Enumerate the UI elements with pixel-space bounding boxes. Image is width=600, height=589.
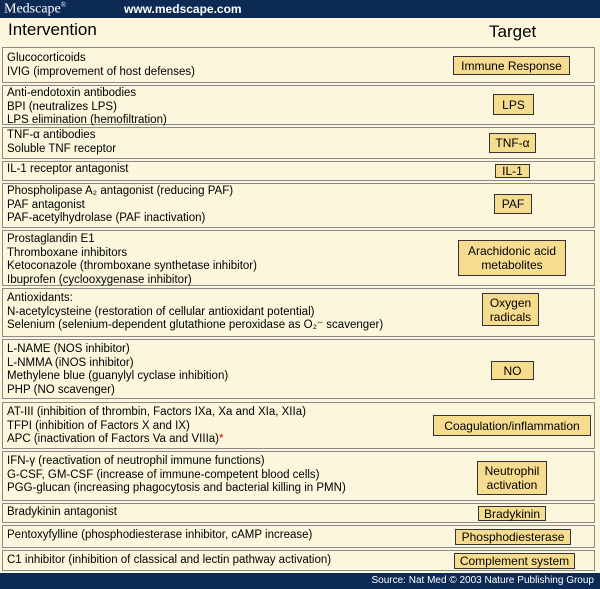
intervention-item: AT-III (inhibition of thrombin, Factors IXa, Xa and XIa, XIIa) (7, 406, 306, 418)
intervention-item: Prostaglandin E1 (7, 233, 95, 245)
table-row-complement (2, 550, 595, 571)
intervention-item: IVIG (improvement of host defenses) (7, 65, 195, 78)
target-badge: LPS (493, 94, 534, 115)
footer-bar (0, 573, 600, 589)
target-badge: Complement system (454, 553, 575, 569)
intervention-item: PAF-acetylhydrolase (PAF inactivation) (7, 212, 206, 224)
intervention-item: N-acetylcysteine (restoration of cellular antioxidant potential) (7, 305, 315, 318)
site-url-link[interactable]: www.medscape.com (124, 2, 242, 16)
intervention-item: Antioxidants: (7, 292, 73, 304)
intervention-item: Selenium (selenium-dependent glutathione peroxidase as O₂⁻ scavenger) (7, 319, 384, 331)
intervention-item: Ketoconazole (thromboxane synthetase inhibitor) (7, 260, 257, 272)
table-row-il1 (2, 161, 595, 181)
top-bar (0, 0, 600, 18)
intervention-item: C1 inhibitor (inhibition of classical and lectin pathway activation) (7, 554, 332, 566)
intervention-item: L-NAME (NOS inhibitor) (7, 343, 130, 355)
intervention-item: G-CSF, GM-CSF (increase of immune-competent blood cells) (7, 468, 320, 481)
target-badge: Arachidonic acid metabolites (458, 240, 566, 276)
target-badge: Oxygen radicals (482, 293, 539, 326)
table-row-bradykinin (2, 503, 595, 523)
intervention-item: Anti-endotoxin antibodies (7, 87, 137, 99)
intervention-item: APC (inactivation of Factors Va and VIIIa)* (7, 433, 224, 445)
intervention-item: LPS elimination (hemofiltration) (7, 114, 167, 126)
intervention-item: Ibuprofen (cyclooxygenase inhibitor) (7, 273, 192, 286)
target-badge: Immune Response (453, 56, 570, 75)
intervention-item: IL-1 receptor antagonist (7, 163, 129, 175)
table-row-no (2, 339, 595, 399)
intervention-item: Pentoxyfylline (phosphodiesterase inhibitor, cAMP increase) (7, 529, 313, 541)
target-badge: TNF-α (489, 133, 536, 153)
logo-text: Medscape (4, 1, 61, 17)
table-row-oxygen (2, 288, 595, 337)
intervention-item: Glucocorticoids (7, 52, 86, 64)
intervention-item: PGG-glucan (increasing phagocytosis and bacterial killing in PMN) (7, 482, 346, 494)
footnote-star: * (219, 433, 224, 445)
table-row-tnf (2, 127, 595, 159)
table-row-coagulation (2, 402, 595, 449)
source-credit: Source: Nat Med © 2003 Nature Publishing Group (371, 575, 594, 586)
intervention-item: Soluble TNF receptor (7, 142, 117, 155)
target-badge: Coagulation/inflammation (433, 415, 591, 436)
table-row-lps (2, 85, 595, 125)
intervention-item: Phospholipase A₂ antagonist (reducing PAF) (7, 185, 234, 197)
intervention-item: TFPI (inhibition of Factors X and IX) (7, 419, 190, 432)
intervention-item: IFN-γ (reactivation of neutrophil immune functions) (7, 455, 265, 467)
target-badge: PAF (494, 194, 532, 214)
intervention-item: PAF antagonist (7, 198, 85, 211)
intervention-column-header: Intervention (8, 20, 97, 39)
target-badge: Neutrophil activation (477, 461, 547, 495)
intervention-item: Methylene blue (guanylyl cyclase inhibition) (7, 370, 229, 382)
table-row-arachidonic (2, 230, 595, 286)
target-badge: IL-1 (495, 164, 530, 178)
table-row-phosphodiesterase (2, 525, 595, 548)
intervention-item: PHP (NO scavenger) (7, 383, 115, 396)
target-badge: NO (491, 361, 534, 380)
logo-mark: ® (60, 1, 67, 9)
intervention-item: TNF-α antibodies (7, 129, 96, 141)
table-row-neutrophil (2, 451, 595, 501)
target-column-header: Target (489, 22, 537, 41)
target-badge: Phosphodiesterase (455, 529, 571, 545)
table-row-paf (2, 183, 595, 228)
intervention-item: Bradykinin antagonist (7, 506, 117, 518)
intervention-item: BPI (neutralizes LPS) (7, 100, 117, 113)
column-header-row (0, 18, 600, 44)
intervention-item: Thromboxane inhibitors (7, 246, 128, 259)
medscape-logo[interactable] (4, 1, 66, 18)
table-row-immune-response (2, 47, 595, 83)
target-badge: Bradykinin (478, 506, 546, 521)
intervention-item: L-NMMA (iNOS inhibitor) (7, 356, 134, 369)
